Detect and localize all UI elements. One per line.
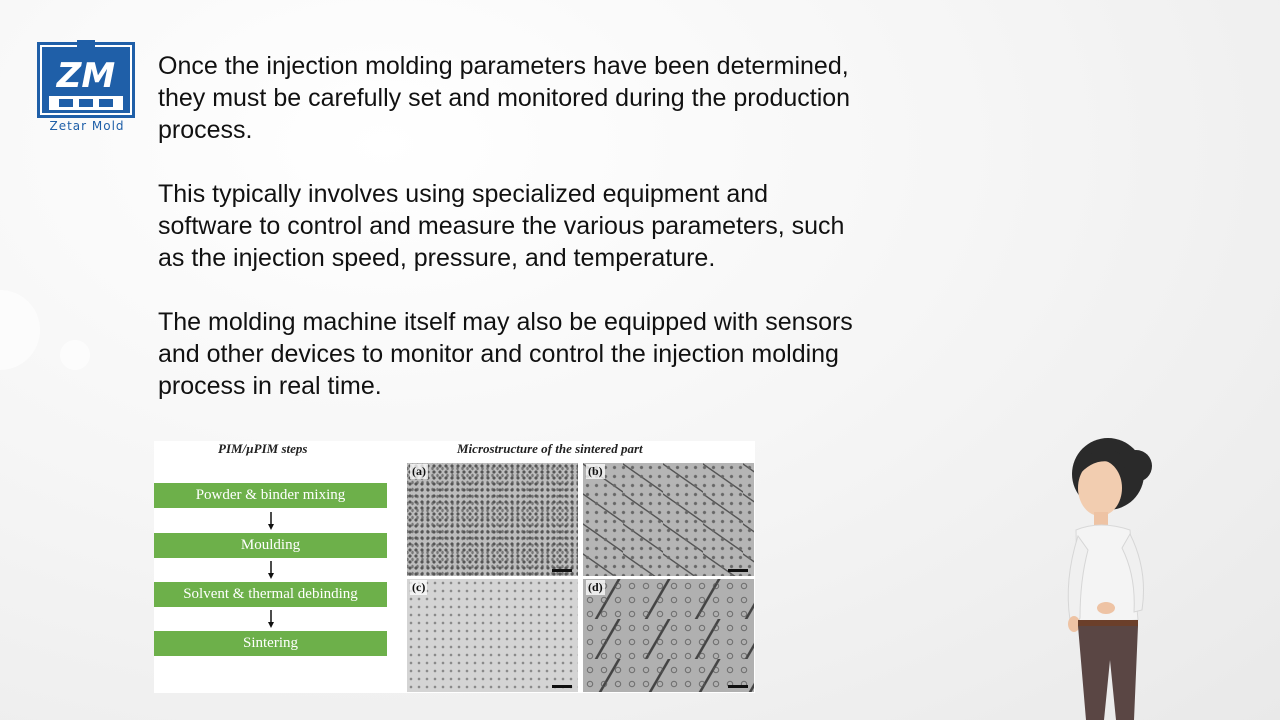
paragraph-2: This typically involves using specialized equipment and software to control and measure the various parameters, such as the injection speed, pressure, and temperature. xyxy=(158,180,845,272)
background-decoration xyxy=(60,340,90,370)
panel-label-a: (a) xyxy=(412,464,426,478)
logo-name: Zetar Mold xyxy=(49,119,125,133)
background-decoration xyxy=(0,290,40,370)
micrograph-d xyxy=(583,579,754,692)
slide-text xyxy=(158,50,858,434)
micrograph-b xyxy=(583,463,754,576)
micrograph-c xyxy=(407,579,578,692)
step-moulding: Moulding xyxy=(154,533,387,558)
micrograph-a xyxy=(407,463,578,576)
pim-figure xyxy=(154,441,755,693)
paragraph-3: The molding machine itself may also be equipped with sensors and other devices to monitor and control the injection molding process in real time. xyxy=(158,308,853,400)
step-debinding: Solvent & thermal debinding xyxy=(154,582,387,607)
step-mixing: Powder & binder mixing xyxy=(154,483,387,508)
microstructure-title: Microstructure of the sintered part xyxy=(457,441,643,456)
panel-label-b: (b) xyxy=(588,464,603,478)
scale-bar xyxy=(552,685,572,688)
arrow-down-icon xyxy=(268,512,274,530)
logo-monogram: ZM xyxy=(56,56,116,96)
logo-icon xyxy=(37,40,137,120)
steps-title: PIM/µPIM steps xyxy=(218,441,308,456)
zetar-mold-logo xyxy=(37,40,137,136)
scale-bar xyxy=(728,569,748,572)
arrow-down-icon xyxy=(268,610,274,628)
arrow-down-icon xyxy=(268,561,274,579)
scale-bar xyxy=(552,569,572,572)
step-sintering: Sintering xyxy=(154,631,387,656)
scale-bar xyxy=(728,685,748,688)
panel-label-c: (c) xyxy=(412,580,426,594)
panel-label-d: (d) xyxy=(588,580,603,594)
presenter-avatar-icon xyxy=(1030,430,1170,720)
paragraph-1: Once the injection molding parameters have been determined, they must be carefully set and monitored during the production process. xyxy=(158,52,851,144)
